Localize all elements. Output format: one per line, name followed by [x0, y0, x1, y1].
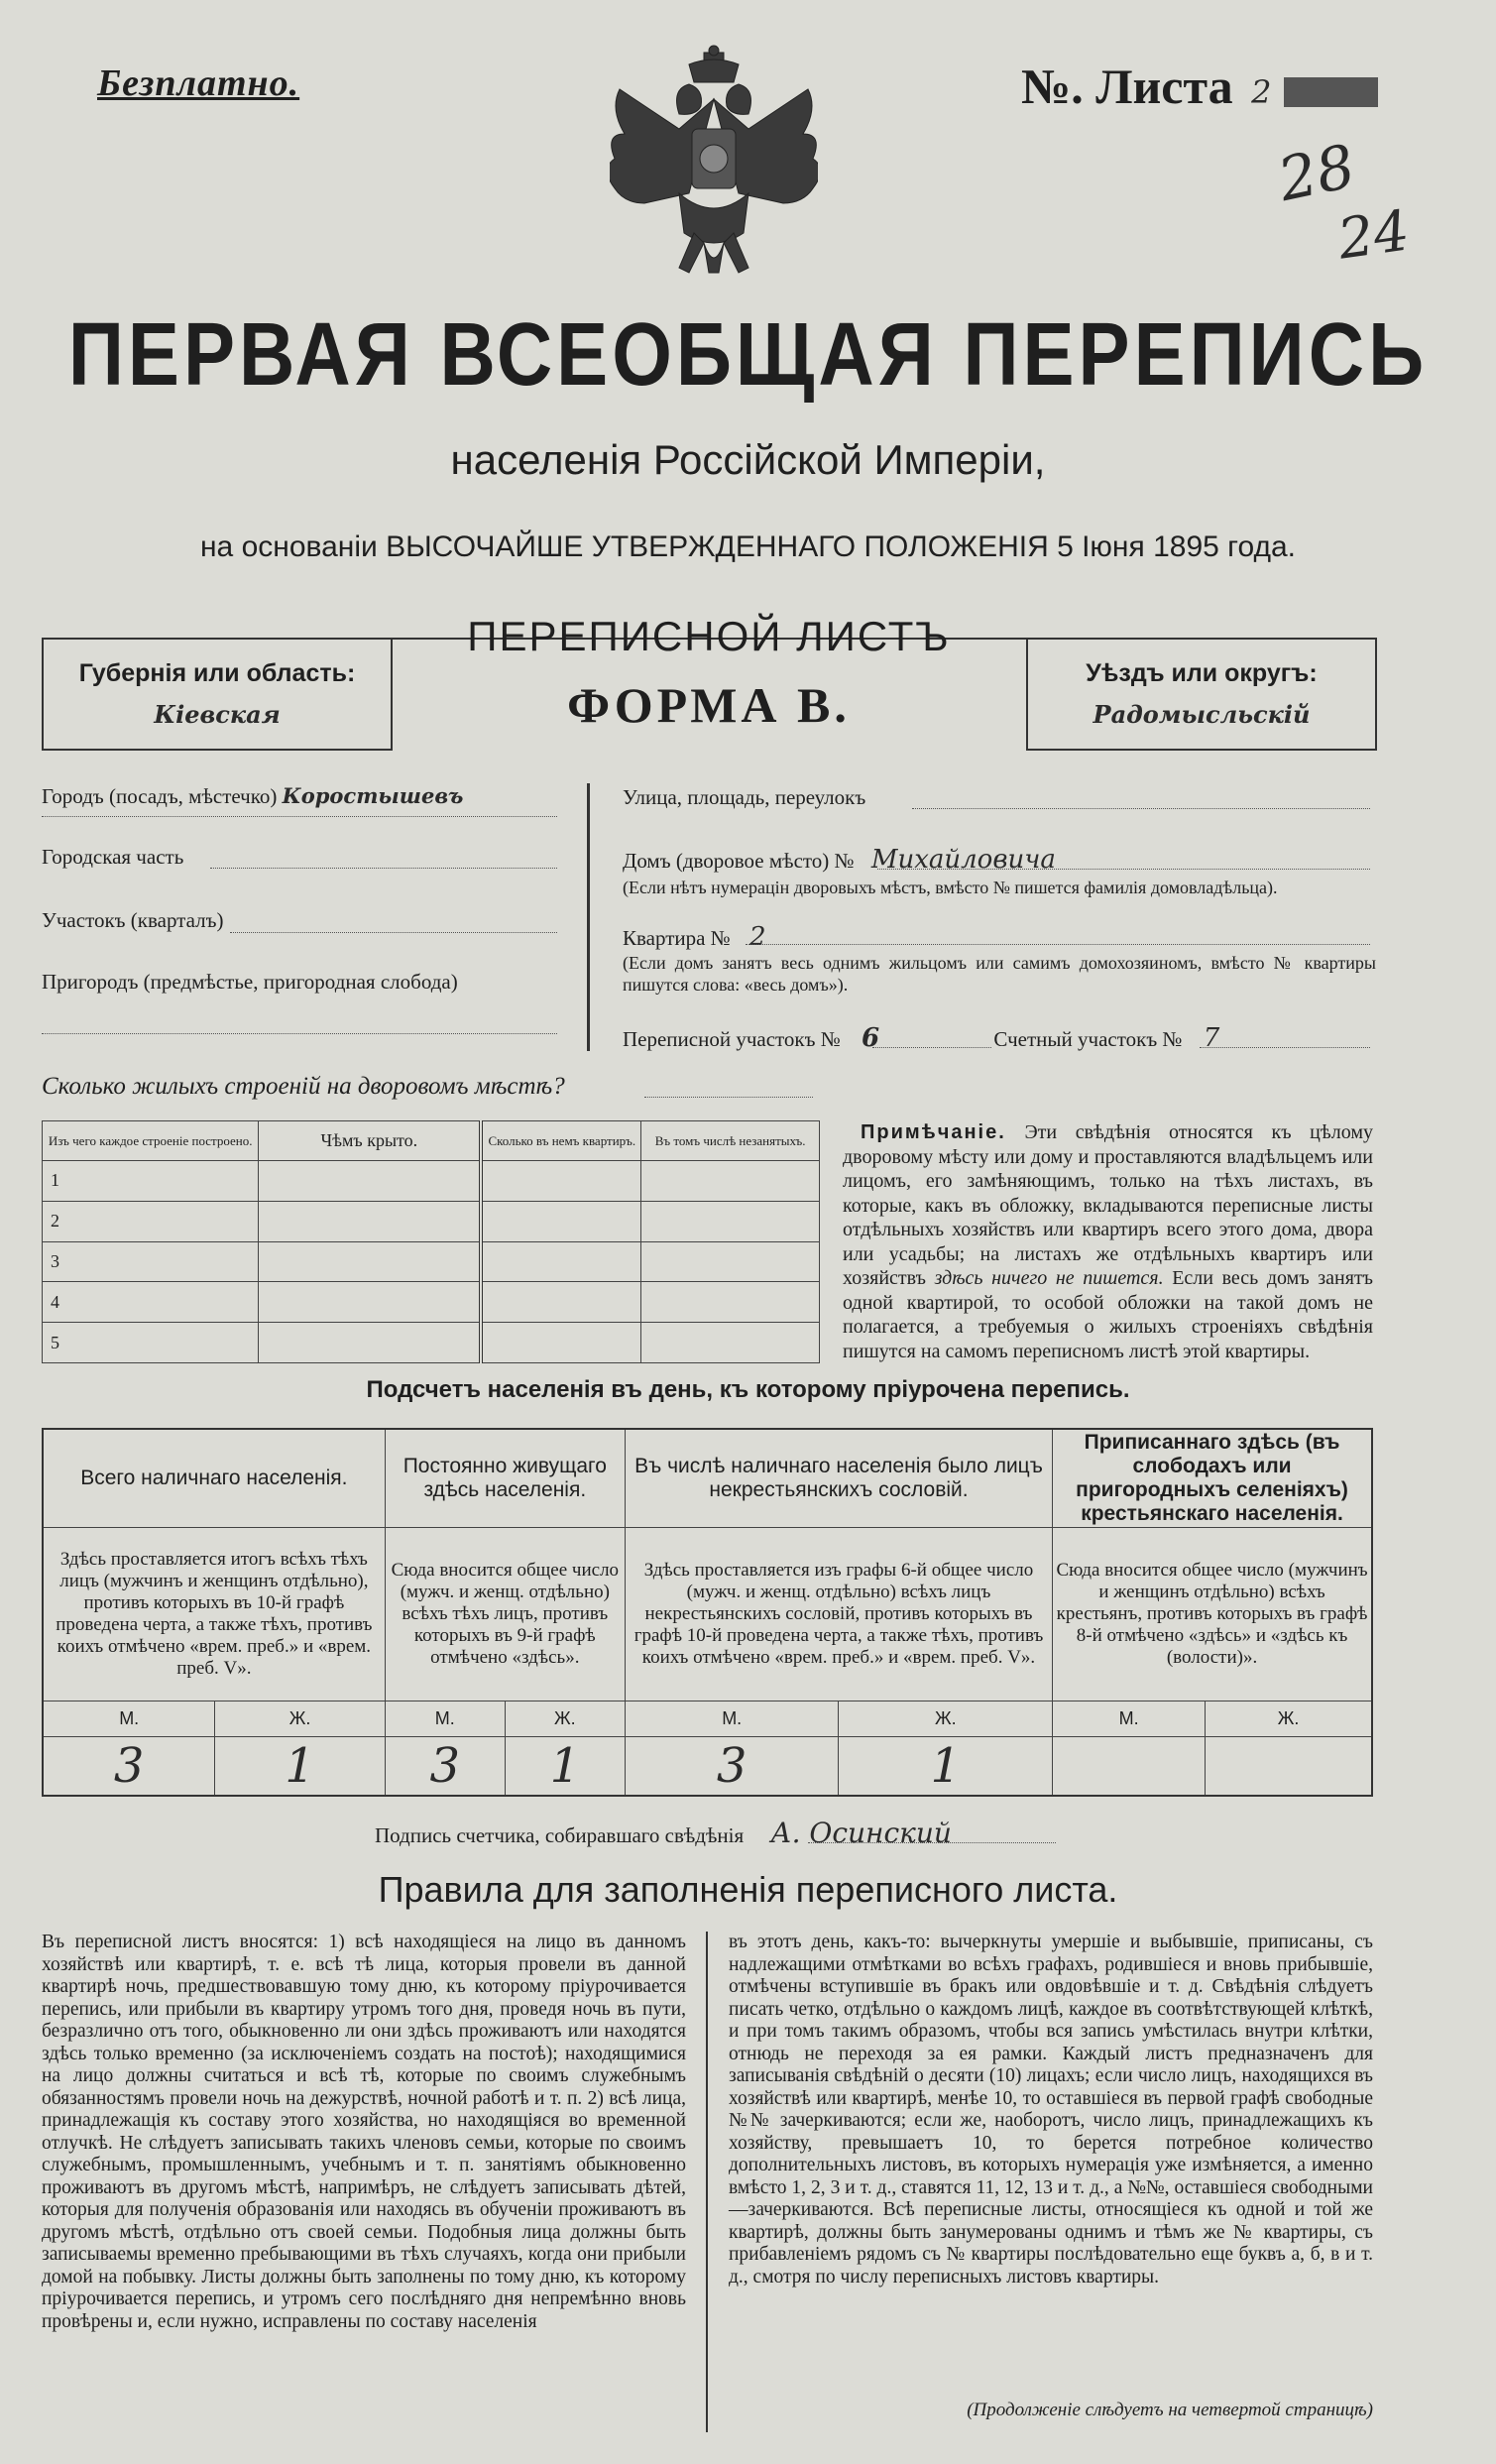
house-value: Михайловича: [870, 845, 1056, 875]
col-vacant: Въ томъ числѣ незанятыхъ.: [641, 1121, 820, 1161]
rules-heading: Правила для заполненія переписного листа.: [378, 1869, 1118, 1910]
count-area-label: Счетный участокъ №: [993, 1027, 1183, 1051]
rules-col-1: Въ переписной листъ вносятся: 1) всѣ находящіеся на лицо въ данномъ хозяйствѣ или квартирѣ, т. е. всѣ тѣ лица, которыя провели въ данной квартирѣ ночь, предшествовавшую тому дню, къ которому пріурочивается перепись, или прибыли въ квартиру утромъ того дня, проведя ночь въ пути, безразлично отъ того, обыкновенно ли они здѣсь проживаютъ или находятся здѣсь только временно (за исключеніемъ создать на постоѣ); находящимися на лицо должны считаться и всѣ тѣ, которые по своимъ служебнымъ обязанностямъ провели ночь на дежурствѣ, ночной работѣ и т. п. 2) всѣ лица, принадлежащія къ составу этого хозяйства, но находящіяся во временной отлучкѣ. Не слѣдуетъ записывать такихъ членовъ семьи, которые по своимъ служебнымъ, промышленнымъ, учебнымъ и т. п. занятіямъ обыкновенно проживаютъ въ другомъ мѣстѣ, напримѣръ, не слѣдуетъ записывать дѣтей, которыя для полученія образованія или находясь въ обученіи проживаютъ въ другомъ мѣстѣ, отдѣльно отъ своей семьи. Подобныя лица должны быть записываемы временно пребывающими въ тѣхъ случаяхъ, когда они прибыли домой на побывку. Листы должны быть заполнены по тому дню, къ которому пріурочивается перепись, и утромъ сего послѣдняго дня непремѣнно вновь провѣрены и, если нужно, исправлены по составу населенія: [42, 1932, 686, 2332]
pop-f-label: Ж.: [505, 1701, 625, 1737]
imperial-eagle-emblem: [610, 45, 818, 288]
street-row: [623, 785, 1376, 810]
apartment-note: (Если домъ занятъ весь однимъ жильцомъ или самимъ домохозяиномъ, вмѣсто № квартиры пишутся слова: «весь домъ»).: [623, 953, 1376, 995]
pop-f-value: 1: [505, 1737, 625, 1797]
building-row-num: 1: [43, 1161, 259, 1202]
city-label: Городъ (посадъ, мѣстечко): [42, 784, 278, 808]
district-label: Уѣздъ или округъ:: [1086, 659, 1318, 687]
pop-col-title: Приписаннаго здѣсь (въ слободахъ или пригородныхъ селеніяхъ) крестьянскаго населенія.: [1053, 1429, 1372, 1528]
building-row-num: 2: [43, 1201, 259, 1241]
page-title: ПЕРВАЯ ВСЕОБЩАЯ ПЕРЕПИСЬ: [67, 303, 1429, 405]
buildings-question: Сколько жилыхъ строеній на дворовомъ мѣстѣ?: [42, 1073, 565, 1100]
census-area-value: 6: [862, 1023, 880, 1053]
pop-m-label: М.: [625, 1701, 839, 1737]
city-value: Коростышевъ: [282, 783, 464, 808]
rules-continued: (Продолженіе слѣдуетъ на четвертой страницѣ): [967, 2400, 1373, 2420]
buildings-table: [42, 1120, 820, 1363]
pop-f-value: 1: [839, 1737, 1053, 1797]
pop-col-title: Въ числѣ наличнаго населенія было лицъ некрестьянскихъ сословій.: [625, 1429, 1052, 1528]
address-divider: [587, 783, 590, 1051]
suburb-row: [42, 970, 557, 995]
pop-m-label: М.: [1053, 1701, 1206, 1737]
province-value: Кіевская: [154, 700, 281, 729]
population-table: [42, 1428, 1373, 1797]
form-title: ПЕРЕПИСНОЙ ЛИСТЪ: [467, 613, 951, 659]
signature-underline: [808, 1842, 1056, 1843]
pop-f-label: Ж.: [1206, 1701, 1372, 1737]
district-value: Радомысльскій: [1093, 700, 1311, 729]
building-row-num: 5: [43, 1323, 259, 1363]
census-area-label: Переписной участокъ №: [623, 1027, 841, 1051]
census-area-underline: [872, 1047, 991, 1048]
pop-m-value: 3: [625, 1737, 839, 1797]
col-apartments: Сколько въ немъ квартиръ.: [481, 1121, 640, 1161]
precinct-row: [42, 908, 557, 933]
pop-m-label: М.: [385, 1701, 505, 1737]
signature-label: Подпись счетчика, собиравшаго свѣдѣнія: [375, 1823, 745, 1847]
note-text-italic: здѣсь ничего не пишется.: [934, 1267, 1164, 1289]
building-row-num: 3: [43, 1241, 259, 1282]
signature-value: А. Осинский: [770, 1817, 952, 1849]
district-box: [1026, 638, 1377, 751]
apartment-value: 2: [748, 922, 766, 952]
pop-f-value: 1: [215, 1737, 385, 1797]
form-type: ФОРМА В.: [567, 677, 851, 733]
pop-col-desc: Здѣсь проставляется итогъ всѣхъ тѣхъ лицъ (мужчинъ и женщинъ отдѣльно), противъ которыхъ въ 10-й графѣ проведена черта, а также тѣхъ, противъ коихъ отмѣчено «врем. преб.» и «врем. преб. V».: [43, 1528, 385, 1701]
pop-col-title: Постоянно живущаго здѣсь населенія.: [385, 1429, 625, 1528]
city-row: [42, 783, 557, 809]
sheet-number-label: №. Листа: [1021, 59, 1233, 114]
page-subtitle: населенія Россійской Имперіи,: [450, 436, 1046, 483]
buildings-underline: [644, 1097, 813, 1098]
pop-col-title: Всего наличнаго населенія.: [43, 1429, 385, 1528]
city-underline: [42, 816, 557, 817]
pop-m-value: 3: [385, 1737, 505, 1797]
pop-col-desc: Сюда вносится общее число (мужч. и женщ. отдѣльно) всѣхъ тѣхъ лицъ, противъ которыхъ въ 9-й графѣ отмѣчено «здѣсь».: [385, 1528, 625, 1701]
sheet-number: [1021, 58, 1378, 115]
precinct-underline: [230, 932, 557, 933]
signature-row: [375, 1817, 952, 1849]
rules-col-2: въ этотъ день, какъ-то: вычеркнуты умершіе и выбывшіе, приписаны, съ надлежащими отмѣтками во всѣхъ графахъ, родившіеся и вновь прибывшіе, отмѣчены вступившіе въ бракъ или овдовѣвшіе и т. д. Свѣдѣнія слѣдуетъ писать четко, отдѣльно о каждомъ лицѣ, каждое въ соотвѣтствующей клѣткѣ, и при томъ такимъ образомъ, чтобы вся запись умѣстилась внутри клѣтки, отнюдь не переходя за ея рамки. Каждый листъ предназначенъ для записыванія свѣдѣній о десяти (10) лицахъ; если число лицъ, находящихся въ хозяйствѣ или квартирѣ, менѣе 10, то оставшіеся въ первой графѣ свободные №№ зачеркиваются; если же, наоборотъ, число лицъ, принадлежащихъ къ хозяйству, превышаетъ 10, то берется потребное количество дополнительныхъ листовъ, въ которыхъ нумерація уже измѣняется, а именно вмѣсто 1, 2, 3 и т. д., ставятся 11, 12, 13 и т. д., а №№, оставшіеся свободными—зачеркиваются. Всѣ переписные листы, относящіеся къ одной и той же квартирѣ, должны быть занумерованы однимъ и тѣмъ же № квартиры, съ прибавленіемъ рядомъ съ № квартиры послѣдовательно еще буквъ а, б, в и т. д., смотря по числу переписныхъ листовъ квартиры.: [729, 1932, 1373, 2288]
province-box: [42, 638, 393, 751]
note-block: [843, 1120, 1373, 1363]
house-label: Домъ (дворовое мѣсто) №: [623, 849, 855, 873]
province-label: Губернія или область:: [78, 659, 356, 687]
house-note: (Если нѣтъ нумерацін дворовыхъ мѣстъ, вмѣсто № пишется фамилія домовладѣльца).: [623, 878, 1278, 897]
city-part-underline: [210, 868, 557, 869]
pop-m-value: [1053, 1737, 1206, 1797]
suburb-underline: [42, 1033, 557, 1034]
rules-divider: [706, 1932, 708, 2432]
areas-row: [623, 1023, 1376, 1053]
pop-f-label: Ж.: [839, 1701, 1053, 1737]
apartment-row: [623, 922, 1376, 952]
pop-f-label: Ж.: [215, 1701, 385, 1737]
building-row-num: 4: [43, 1282, 259, 1323]
note-text-a: Эти свѣдѣнія относятся къ цѣлому дворовому мѣсту или дому и проставляются владѣльцемъ или лицомъ, его замѣняющимъ, только на тѣхъ листахъ, въ которые, какъ въ обложку, вкладываются переписные листы отдѣльныхъ хозяйствъ или квартиръ всего этого дома, двора или усадьбы; на листахъ же отдѣльныхъ квартиръ или хозяйствъ: [843, 1121, 1373, 1289]
street-underline: [912, 808, 1370, 809]
population-heading: Подсчетъ населенія въ день, къ которому пріурочена перепись.: [366, 1376, 1130, 1403]
pop-col-desc: Сюда вносится общее число (мужчинъ и женщинъ отдѣльно) всѣхъ крестьянъ, противъ которыхъ въ графѣ 8-й отмѣчено «здѣсь» и «здѣсь къ (волости)».: [1053, 1528, 1372, 1701]
house-row: [623, 845, 1376, 875]
free-label: Безплатно.: [97, 62, 300, 104]
sheet-number-value: 2: [1251, 73, 1272, 111]
sheet-number-fill: [1284, 77, 1378, 107]
count-area-value: 7: [1203, 1023, 1220, 1053]
pop-m-value: 3: [43, 1737, 215, 1797]
apartment-underline: [746, 944, 1370, 945]
house-underline: [877, 869, 1370, 870]
city-part-row: [42, 845, 557, 870]
suburb-label: Пригородъ (предмѣстье, пригородная слобода): [42, 970, 458, 994]
street-label: Улица, площадь, переулокъ: [623, 785, 866, 809]
pop-f-value: [1206, 1737, 1372, 1797]
page-subtitle-2: на основаніи ВЫСОЧАЙШЕ УТВЕРЖДЕННАГО ПОЛОЖЕНІЯ 5 Іюня 1895 года.: [199, 530, 1296, 563]
handwritten-corner-1: 28: [1272, 131, 1361, 216]
apartment-label: Квартира №: [623, 926, 731, 950]
handwritten-corner-2: 24: [1333, 198, 1414, 273]
count-area-underline: [1200, 1047, 1370, 1048]
note-text-b: Если весь домъ занятъ одной квартирой, то особой обложки на такой домъ не полагается, а требуемыя о жилыхъ строеніяхъ свѣдѣнія пишутся на самомъ переписномъ листѣ этой квартиры.: [843, 1267, 1374, 1362]
pop-m-label: М.: [43, 1701, 215, 1737]
note-heading: Примѣчаніе.: [861, 1121, 1006, 1143]
pop-col-desc: Здѣсь проставляется изъ графы 6-й общее число (мужч. и женщ. отдѣльно) всѣхъ лицъ некрестьянскихъ сословій, противъ которыхъ въ графѣ 10-й проведена черта, а также тѣхъ, противъ коихъ отмѣчено «врем. преб.» и «врем. преб. V».: [625, 1528, 1052, 1701]
col-roof: Чѣмъ крыто.: [259, 1121, 481, 1161]
city-part-label: Городская часть: [42, 845, 184, 869]
col-material: Изъ чего каждое строеніе построено.: [43, 1121, 259, 1161]
precinct-label: Участокъ (кварталъ): [42, 908, 224, 932]
